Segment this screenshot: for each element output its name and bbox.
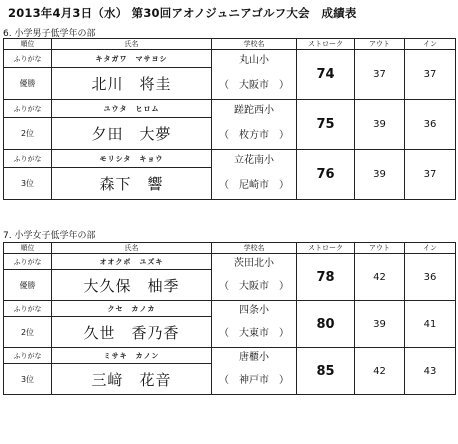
school-city: （ 大東市 ） [212, 317, 297, 348]
header-in: イン [405, 39, 456, 50]
school-name: 丸山小 [212, 50, 297, 68]
furigana-label: ふりがな [4, 348, 52, 364]
furigana-label: ふりがな [4, 50, 52, 68]
table-header-row [4, 39, 456, 50]
furigana-label: ふりがな [4, 150, 52, 168]
in-score: 36 [405, 100, 456, 150]
table-row [4, 301, 456, 317]
furigana-label: ふりがな [4, 254, 52, 270]
name-kana: ユウタ ヒロム [52, 100, 212, 118]
table-header-row [4, 243, 456, 254]
table-row [4, 100, 456, 118]
stroke-total: 76 [297, 150, 355, 200]
header-rank: 順位 [4, 39, 52, 50]
school-name: 唐櫃小 [212, 348, 297, 364]
out-score: 37 [355, 50, 405, 100]
school-city: （ 尼崎市 ） [212, 168, 297, 200]
school-city: （ 枚方市 ） [212, 118, 297, 150]
results-table-girls [3, 242, 456, 395]
rank: 2位 [4, 118, 52, 150]
name-kana: キタガワ マサヨシ [52, 50, 212, 68]
table-row [4, 50, 456, 68]
stroke-total: 85 [297, 348, 355, 395]
in-score: 41 [405, 301, 456, 348]
school-city: （ 大阪市 ） [212, 270, 297, 301]
rank: 優勝 [4, 68, 52, 100]
rank: 3位 [4, 364, 52, 395]
school-name: 茨田北小 [212, 254, 297, 270]
player-name: 北川 将圭 [52, 68, 212, 100]
out-score: 42 [355, 348, 405, 395]
player-name: 大久保 柚季 [52, 270, 212, 301]
name-kana: モリシタ キョウ [52, 150, 212, 168]
school-name: 立花南小 [212, 150, 297, 168]
name-kana: クセ カノカ [52, 301, 212, 317]
out-score: 39 [355, 150, 405, 200]
out-score: 39 [355, 301, 405, 348]
player-name: 三﨑 花音 [52, 364, 212, 395]
in-score: 37 [405, 150, 456, 200]
header-name: 氏名 [52, 243, 212, 254]
in-score: 36 [405, 254, 456, 301]
stroke-total: 75 [297, 100, 355, 150]
name-kana: オオクボ ユズキ [52, 254, 212, 270]
furigana-label: ふりがな [4, 301, 52, 317]
header-rank: 順位 [4, 243, 52, 254]
table-row [4, 348, 456, 364]
stroke-total: 80 [297, 301, 355, 348]
rank: 3位 [4, 168, 52, 200]
header-stroke: ストローク [297, 39, 355, 50]
in-score: 43 [405, 348, 456, 395]
rank: 2位 [4, 317, 52, 348]
section-title-girls: 7. 小学女子低学年の部 [3, 231, 96, 241]
header-out: アウト [355, 243, 405, 254]
document-title: 2013年4月3日（水） 第30回アオノジュニアゴルフ大会 成績表 [8, 6, 357, 20]
school-city: （ 神戸市 ） [212, 364, 297, 395]
table-row [4, 150, 456, 168]
rank: 優勝 [4, 270, 52, 301]
results-table-boys [3, 38, 456, 200]
player-name: 森下 響 [52, 168, 212, 200]
in-score: 37 [405, 50, 456, 100]
name-kana: ミサキ カノン [52, 348, 212, 364]
header-stroke: ストローク [297, 243, 355, 254]
player-name: 久世 香乃香 [52, 317, 212, 348]
furigana-label: ふりがな [4, 100, 52, 118]
school-name: 四条小 [212, 301, 297, 317]
header-in: イン [405, 243, 456, 254]
out-score: 42 [355, 254, 405, 301]
stroke-total: 78 [297, 254, 355, 301]
stroke-total: 74 [297, 50, 355, 100]
table-row [4, 254, 456, 270]
header-out: アウト [355, 39, 405, 50]
header-school: 学校名 [212, 39, 297, 50]
school-city: （ 大阪市 ） [212, 68, 297, 100]
section-title-boys: 6. 小学男子低学年の部 [3, 29, 96, 39]
player-name: 夕田 大夢 [52, 118, 212, 150]
header-name: 氏名 [52, 39, 212, 50]
out-score: 39 [355, 100, 405, 150]
school-name: 蹉跎西小 [212, 100, 297, 118]
header-school: 学校名 [212, 243, 297, 254]
